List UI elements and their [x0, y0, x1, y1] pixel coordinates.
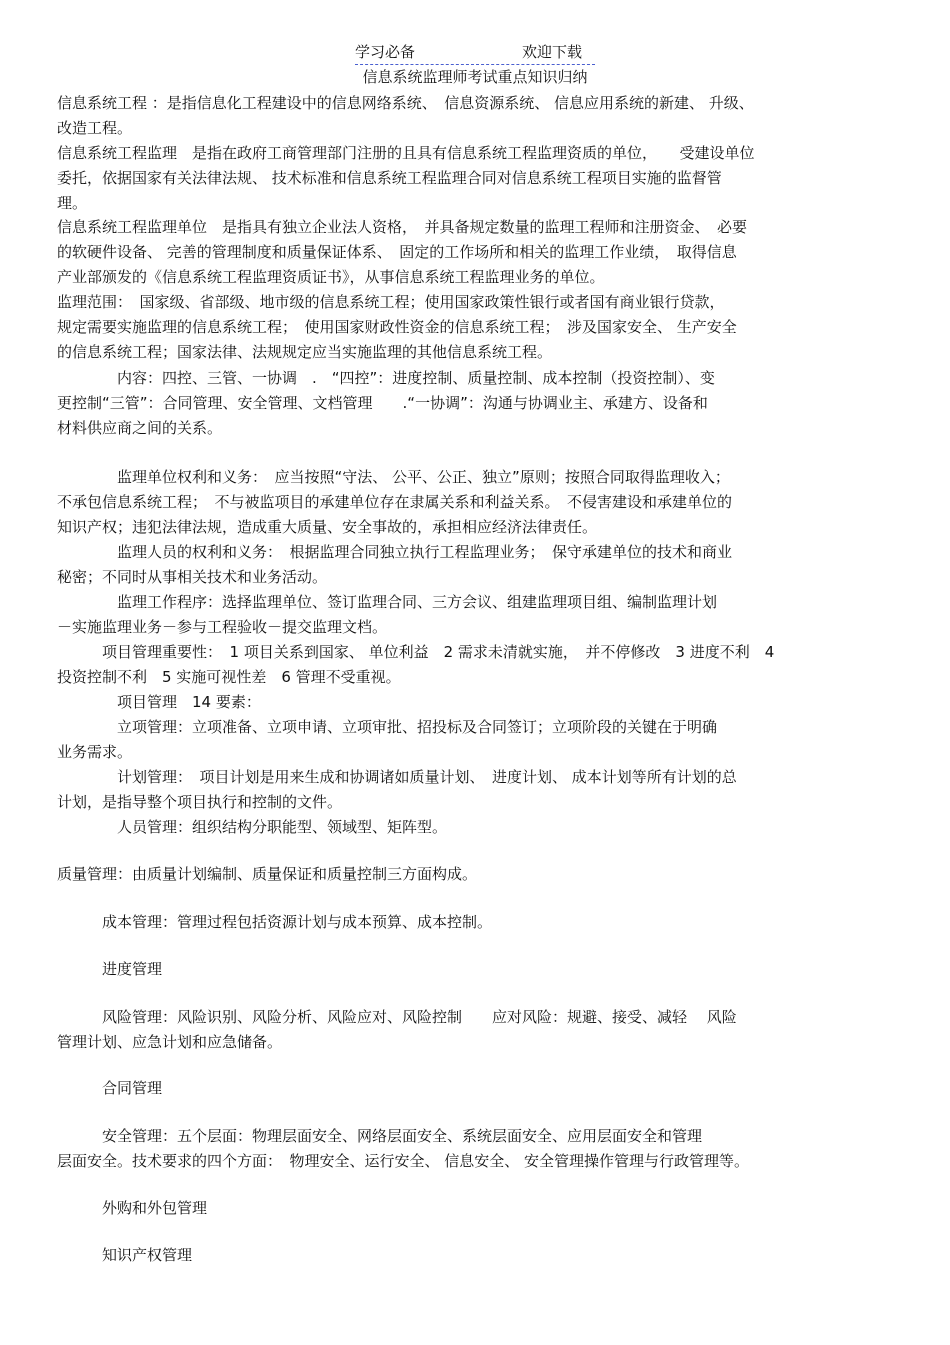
text-line: 监理单位权利和义务： 应当按照“守法、 公平、公正、独立”原则；按照合同取得监理收入； — [57, 468, 730, 486]
paragraph-initiation — [57, 715, 897, 765]
text-line: 规定需要实施监理的信息系统工程； 使用国家财政性资金的信息系统工程； 涉及国家安全、 生产安全 — [57, 318, 737, 336]
paragraph-definition-supervision — [57, 141, 897, 216]
text-line: 质量管理：由质量计划编制、质量保证和质量控制三方面构成。 — [57, 865, 478, 883]
text-line: 安全管理：五个层面：物理层面安全、网络层面安全、系统层面安全、应用层面安全和管理 — [57, 1127, 703, 1145]
text-line: 产业部颁发的《信息系统工程监理资质证书》，从事信息系统工程监理业务的单位。 — [57, 268, 605, 286]
paragraph-personnel-rights — [57, 540, 897, 590]
text-line: 知识产权；违犯法律法规，造成重大质量、安全事故的，承担相应经济法律责任。 — [57, 518, 598, 536]
text-line: 业务需求。 — [57, 743, 133, 761]
document-title: 信息系统监理师考试重点知识归纳 — [362, 68, 588, 86]
text-line: 内容：四控、三管、一协调 . “四控”：进度控制、质量控制、成本控制（投资控制）、变 — [57, 369, 715, 387]
text-line: 监理范围： 国家级、省部级、地市级的信息系统工程；使用国家政策性银行或者国有商业银行贷款， — [57, 293, 725, 311]
text-line: 风险管理：风险识别、风险分析、风险应对、风险控制 应对风险：规避、接受、减轻 风险 — [57, 1008, 737, 1026]
paragraph-security — [57, 1124, 897, 1174]
text-line: 外购和外包管理 — [57, 1199, 208, 1217]
text-line: 更控制“三管”：合同管理、安全管理、文档管理 .“一协调”：沟通与协调业主、承建方、设备和 — [57, 394, 708, 412]
text-line: 秘密；不同时从事相关技术和业务活动。 — [57, 568, 328, 586]
text-line: 的软硬件设备、 完善的管理制度和质量保证体系、 固定的工作场所和相关的监理工作业绩， 取得信息 — [57, 243, 737, 261]
text-line: 层面安全。技术要求的四个方面： 物理安全、运行安全、 信息安全、 安全管理操作管理与行政管理等。 — [57, 1152, 750, 1170]
paragraph-cost — [57, 910, 897, 935]
paragraph-schedule — [57, 957, 897, 982]
text-line: 的信息系统工程；国家法律、法规规定应当实施监理的其他信息系统工程。 — [57, 343, 553, 361]
text-line: 项目管理 14 要素： — [57, 693, 261, 711]
text-line: 成本管理：管理过程包括资源计划与成本预算、成本控制。 — [57, 913, 493, 931]
text-line: 不承包信息系统工程； 不与被监项目的承建单位存在隶属关系和利益关系。 不侵害建设和承建单位的 — [57, 493, 733, 511]
text-line: 委托，依据国家有关法律法规、 技术标准和信息系统工程监理合同对信息系统工程项目实施的监督管 — [57, 169, 722, 187]
paragraph-personnel — [57, 815, 897, 840]
text-line: 计划管理： 项目计划是用来生成和协调诸如质量计划、 进度计划、 成本计划等所有计划的总 — [57, 768, 737, 786]
text-line: 监理人员的权利和义务： 根据监理合同独立执行工程监理业务； 保守承建单位的技术和商业 — [57, 543, 733, 561]
text-line: －实施监理业务－参与工程验收－提交监理文档。 — [57, 618, 388, 636]
text-line: 项目管理重要性： 1 项目关系到国家、 单位利益 2 需求未清就实施， 并不停修改 3 进度不利 4 — [57, 643, 775, 661]
text-line: 合同管理 — [57, 1079, 163, 1097]
paragraph-work-procedure — [57, 590, 897, 640]
text-line: 知识产权管理 — [57, 1246, 193, 1264]
paragraph-supervision-unit — [57, 215, 897, 290]
paragraph-project-importance — [57, 640, 897, 690]
text-line: 信息系统工程 ：是指信息化工程建设中的信息网络系统、 信息资源系统、 信息应用系统的新建、 升级、 — [57, 94, 754, 112]
paragraph-quality — [57, 862, 897, 887]
text-line: 监理工作程序：选择监理单位、签订监理合同、三方会议、组建监理项目组、编制监理计划 — [57, 593, 718, 611]
text-line: 立项管理：立项准备、立项申请、立项审批、招投标及合同签订；立项阶段的关键在于明确 — [57, 718, 718, 736]
text-line: 改造工程。 — [57, 119, 133, 137]
paragraph-contract — [57, 1076, 897, 1101]
paragraph-plan — [57, 765, 897, 815]
paragraph-outsourcing — [57, 1196, 897, 1221]
paragraph-definition-engineering — [57, 91, 897, 141]
header-right-text: 欢迎下载 — [522, 43, 583, 61]
paragraph-unit-rights — [57, 465, 897, 540]
paragraph-risk — [57, 1005, 897, 1055]
text-line: 信息系统工程监理 是指在政府工商管理部门注册的且具有信息系统工程监理资质的单位， 受建设单位 — [57, 144, 755, 162]
text-line: 信息系统工程监理单位 是指具有独立企业法人资格， 并具备规定数量的监理工程师和注册资金、 必要 — [57, 218, 748, 236]
text-line: 管理计划、应急计划和应急储备。 — [57, 1033, 283, 1051]
text-line: 人员管理：组织结构分职能型、领域型、矩阵型。 — [57, 818, 448, 836]
header-left-text: 学习必备 — [355, 43, 416, 61]
text-line: 计划，是指导整个项目执行和控制的文件。 — [57, 793, 343, 811]
paragraph-content — [57, 366, 897, 441]
paragraph-ip — [57, 1243, 897, 1268]
text-line: 理。 — [57, 194, 88, 212]
text-line: 进度管理 — [57, 960, 163, 978]
text-line: 材料供应商之间的关系。 — [57, 419, 223, 437]
paragraph-supervision-scope — [57, 290, 897, 365]
paragraph-14-elements — [57, 690, 897, 715]
text-line: 投资控制不利 5 实施可视性差 6 管理不受重视。 — [57, 668, 401, 686]
